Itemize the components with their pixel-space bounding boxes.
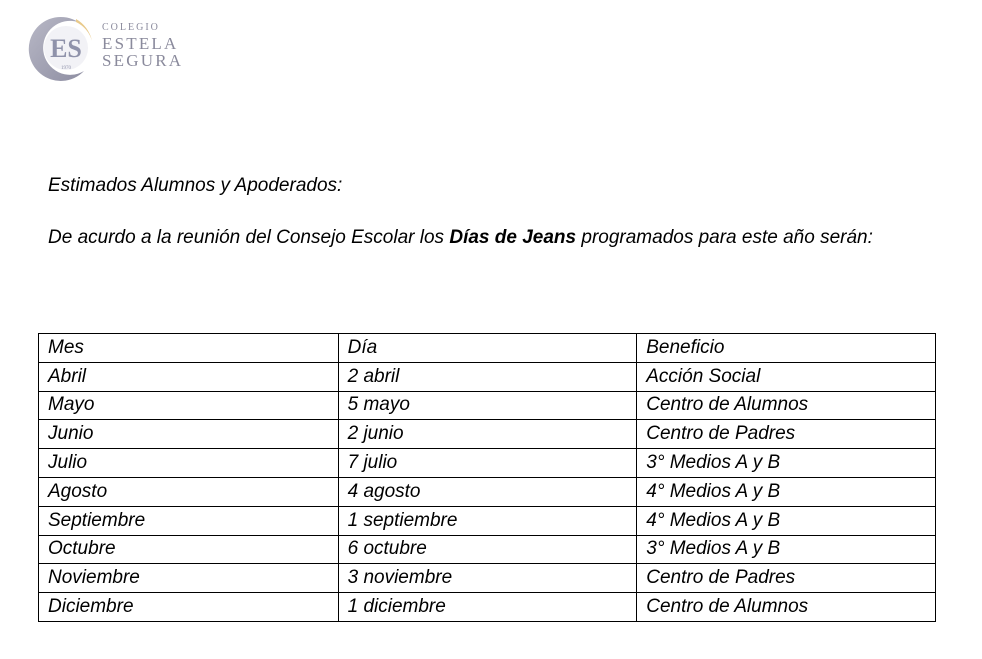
cell-dia: 4 agosto [338,477,637,506]
logo-line-segura: SEGURA [102,51,184,70]
table-row [39,362,936,391]
cell-beneficio: Centro de Padres [637,564,936,593]
logo-line-estela: ESTELA [102,34,179,53]
table-header-row [39,334,936,363]
cell-dia: 6 octubre [338,535,637,564]
intro-text-start: De acurdo a la reunión del Consejo Escolar los [48,227,450,248]
cell-mes: Mayo [39,391,339,420]
cell-mes: Agosto [39,477,339,506]
school-emblem-icon [26,13,96,83]
cell-dia: 1 septiembre [338,506,637,535]
intro-highlight: Días de Jeans [449,227,577,248]
table-row [39,420,936,449]
cell-beneficio: 3° Medios A y B [637,449,936,478]
cell-beneficio: Centro de Padres [637,420,936,449]
cell-dia: 5 mayo [338,391,637,420]
table-row [39,449,936,478]
header-beneficio: Beneficio [637,334,936,363]
intro-text-end: programados para este año serán: [576,227,873,248]
cell-dia: 2 junio [338,420,637,449]
table-row [39,506,936,535]
cell-beneficio: Centro de Alumnos [637,391,936,420]
table-row [39,391,936,420]
table-row [39,477,936,506]
table-row [39,535,936,564]
school-logo [26,13,206,83]
cell-beneficio: 4° Medios A y B [637,506,936,535]
cell-mes: Abril [39,362,339,391]
logo-wordmark [102,23,183,69]
logo-year: 1970 [61,66,71,71]
header-mes: Mes [39,334,339,363]
jeans-day-schedule-table [38,333,936,622]
letter-intro [48,222,933,253]
cell-dia: 1 diciembre [338,593,637,622]
cell-beneficio: 4° Medios A y B [637,477,936,506]
logo-monogram: ES [50,34,82,63]
header-dia: Día [338,334,637,363]
cell-mes: Noviembre [39,564,339,593]
cell-beneficio: Acción Social [637,362,936,391]
cell-dia: 2 abril [338,362,637,391]
logo-line-colegio: COLEGIO [102,22,160,33]
cell-mes: Septiembre [39,506,339,535]
cell-beneficio: Centro de Alumnos [637,593,936,622]
cell-mes: Octubre [39,535,339,564]
cell-mes: Junio [39,420,339,449]
cell-dia: 7 julio [338,449,637,478]
cell-dia: 3 noviembre [338,564,637,593]
letter-greeting: Estimados Alumnos y Apoderados: [48,175,343,196]
cell-mes: Diciembre [39,593,339,622]
cell-mes: Julio [39,449,339,478]
table-row [39,593,936,622]
table-row [39,564,936,593]
cell-beneficio: 3° Medios A y B [637,535,936,564]
